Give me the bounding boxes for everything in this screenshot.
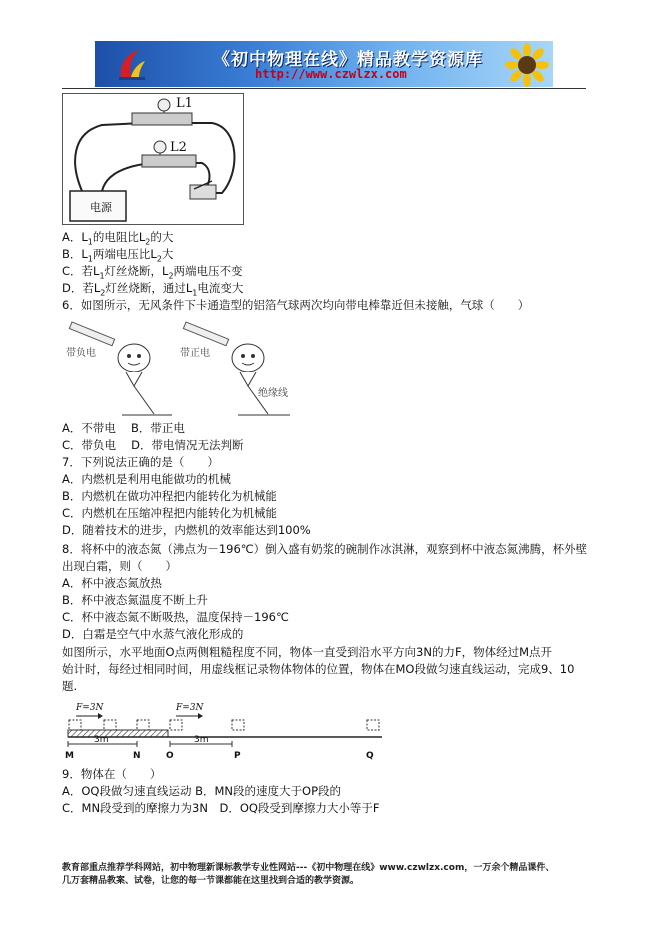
q8-option-b: B．杯中液态氮温度不断上升	[62, 593, 208, 607]
bulb1-label: L1	[176, 96, 193, 111]
header-url[interactable]: http://www.czwlzx.com	[255, 67, 407, 81]
q5-option-a: A．$L_1$的电阻比$L_2$的大	[62, 230, 174, 247]
intro-line1: 如图所示，水平地面O点两侧粗糙程度不同，物体一直受到沿水平方向3N的力F，物体经过M点开	[62, 645, 553, 659]
string-label: 绝缘线	[258, 388, 288, 399]
q5-option-d: D．若$L_2$灯丝烧断，通过$L_1$电流变大	[62, 281, 244, 298]
q9-stem: 9．物体在（ ）	[62, 767, 162, 781]
footer	[62, 862, 602, 888]
q7-option-a: A．内燃机是利用电能做功的机械	[62, 472, 231, 486]
footer-line2: 几万套精品教案、试卷，让您的每一节课都能在这里找到合适的教学资源。	[62, 876, 360, 886]
q7-stem: 7．下列说法正确的是（ ）	[62, 455, 219, 469]
q8-option-c: C．杯中液态氮不断吸热，温度保持－196℃	[62, 610, 289, 624]
sunflower-icon	[505, 43, 549, 87]
circuit-figure	[62, 93, 244, 225]
q8-option-d: D．白霜是空气中水蒸气液化形成的	[62, 627, 244, 641]
q6-options-line1: A．不带电 B．带正电	[62, 421, 185, 435]
point-n: N	[133, 751, 141, 760]
point-o: O	[166, 751, 174, 760]
intro-line3: 题.	[62, 679, 78, 693]
force-label-2: F=3N	[176, 703, 204, 713]
right-rod-label: 带正电	[180, 348, 210, 359]
q6-stem: 6．如图所示，无风条件下卡通造型的铝箔气球两次均向带电棒靠近但未接触，气球（ ）	[62, 298, 530, 312]
q6-options-line2: C．带负电 D．带电情况无法判断	[62, 438, 244, 452]
left-rod-label: 带负电	[66, 348, 96, 359]
q5-option-b: B．$L_1$两端电压比$L_2$大	[62, 247, 174, 264]
bulb2-label: L2	[170, 140, 187, 155]
q7-option-b: B．内燃机在做功冲程把内能转化为机械能	[62, 489, 277, 503]
q5-option-c: C．若$L_1$灯丝烧断，$L_2$两端电压不变	[62, 264, 243, 281]
q9-options-line1: A．OQ段做匀速直线运动 B．MN段的速度大于OP段的	[62, 784, 342, 798]
dist-mn-label: 3m	[94, 735, 109, 745]
q8-stem-line2: 出现白霜，则（ ）	[62, 559, 177, 573]
balloon-figure	[62, 316, 294, 418]
power-label: 电源	[90, 201, 112, 214]
q7-option-c: C．内燃机在压缩冲程把内能转化为机械能	[62, 506, 278, 520]
site-logo-icon	[117, 47, 147, 81]
point-m: M	[65, 751, 74, 760]
intro-line2: 始计时，每经过相同时间，用虚线框记录物体物体的位置，物体在MO段做匀速直线运动，完成9、10	[62, 662, 575, 676]
header-banner	[95, 41, 553, 87]
footer-line1: 教育部重点推荐学科网站，初中物理新课标教学专业性网站---《初中物理在线》www.czwlzx.com，一万余个精品课件、	[62, 863, 555, 873]
dist-op-label: 3m	[194, 735, 209, 745]
point-q: Q	[366, 751, 374, 760]
point-p: P	[234, 751, 241, 760]
q7-option-d: D．随着技术的进步，内燃机的效率能达到100%	[62, 523, 311, 537]
header-divider	[62, 88, 586, 89]
force-label-1: F=3N	[76, 703, 104, 713]
q9-options-line2: C．MN段受到的摩擦力为3N D．OQ段受到摩擦力大小等于F	[62, 801, 380, 815]
header-title: 《初中物理在线》精品教学资源库	[213, 50, 483, 70]
motion-figure	[62, 700, 386, 760]
q8-stem-line1: 8．将杯中的液态氮（沸点为－196℃）倒入盛有奶浆的碗制作冰淇淋，观察到杯中液态氮沸腾，杯外壁	[62, 542, 588, 556]
q8-option-a: A．杯中液态氮放热	[62, 576, 162, 590]
